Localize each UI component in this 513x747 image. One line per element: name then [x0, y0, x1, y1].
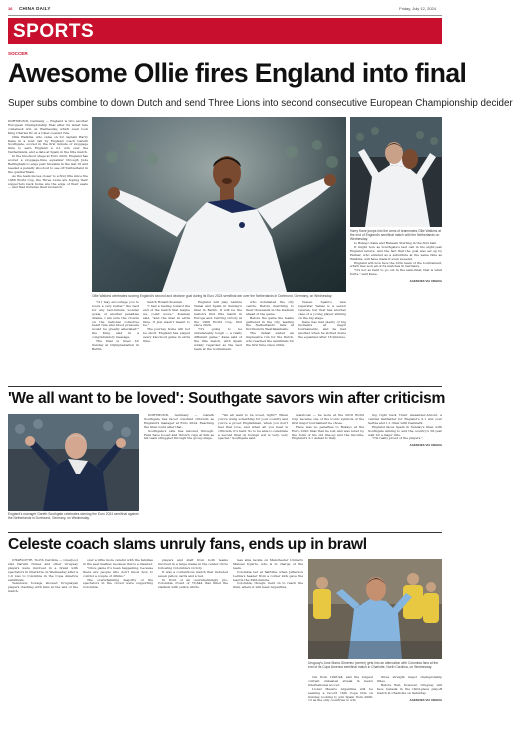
- section-banner: [8, 18, 442, 44]
- story3-column-3: players and staff from both teams involved in a large melee in the center circle following Colombia's victory. It was a contentious match that included seven yellow cards and a red. In front of an overwhelmingly pro-Colombia crowd of 70,644 that filled the stadium with yellow shirts.: [158, 558, 228, 590]
- story2-agency: AGENCIES VIA XINHUA: [409, 443, 442, 448]
- story2-headline: 'We all want to be loved': Southgate savors win after criticism: [8, 390, 446, 407]
- section-divider-2: [8, 532, 442, 533]
- kane-watkins-hug-photo: [350, 117, 442, 227]
- photo4-caption: Uruguay's Jose Maria Gimenez (center) gets into an altercation with Colombia fans at the end of its Copa America semifinal match in Charlotte, North Carolina, on Wednesday.: [308, 661, 439, 669]
- story1-column-2: "If I may encourage you to score a very better," the best for any last-minute wonder goals, or another penalties drama, I am sure the crowns on the national collective heart rate and blood pressure would be greatly alleviated!" the King said in a congratulatory message. The final is fixed for Sunday at Olympiastadion in Berlin.: [92, 300, 139, 351]
- story3-headline: Celeste coach slams unruly fans, ends up in brawl: [8, 536, 367, 553]
- story1-agency: AGENCIES VIA XINHUA: [409, 279, 442, 284]
- story3-agency: AGENCIES VIA XINHUA: [409, 697, 442, 702]
- story2-column-3: waistcoat — he wore at the 2018 World Cup became one of the iconic symbols of the first major tournament he chose. Here was no penalties to Bukayo at the Euro 2020 final that he lost and was lured by the form of his old line-up and the favorite, England's 2-1 defeat to Italy.: [292, 413, 364, 441]
- photo2-caption: Harry Kane jumps into the arms of teammates Ollie Watkins at the end of England's semifinal match with the Netherlands on Wednesday.: [350, 229, 441, 241]
- story2-column-4: ing right back Trent Alexander-Arnold, a central midfielder for England's 2-1 win over Serbia and 1-1 draw with Denmark. England faces Spain in Sunday's final, with Southgate aiming to end the country's 58-year wait for a major title. "I'm really proud of the players." AGENCIES VIA XINHUA: [368, 413, 442, 448]
- masthead: [8, 4, 442, 16]
- story2-column-2: "We all want to be loved, right?" When you're doing something for your country and you're a proud Englishman, when you don't feel that love, and when all you hear is criticism, it's hard. So to be able to celebrate a second final on foreign soil is very, very special," Southgate said.: [218, 413, 288, 441]
- story1-column-3: match Ronald Koeman. "I had a feeling toward the end of the match that maybe we could score," Koeman said, "and the man in extra time. It just wasn't meant to be." The journey home will not be short. England has played every knockout game in extra time.: [143, 300, 190, 344]
- story3-column-4: less able tackle on Manchester United's Manuel Ugarte, who is in charge of the team. Colombia led at halftime when Jefferson Lerma's header from a corner kick gave the lead in the 39th minute. Colombia, though, held on to reach the final, where it will meet Argentina.: [233, 558, 303, 590]
- story3-column-1: CHARLOTTE, North Carolina — Liverpool star Darwin Nunez and other Uruguay players were involved in a brawl with spectators in Charlotte on Wednesday after a 1-0 loss to Colombia in the Copa America semifinals. Television footage showed Uruguayan players clashing with fans at the end of the match.: [8, 558, 79, 594]
- story1-column-7: to Bukayo Saka and Raheem Sterling in the first half. It might now as Southgate's last call in his eight-year England tenure. And the fact that the goal was set up by Palmer, who entered as a substitute at the same time as Watkins, will have made it even sweeter. England will now face the form team of the tournament, which has won all of its matches in Germany. "It's not as hard to go out in the semi-final; that is what hurts," said Kane. AGENCIES VIA XINHUA: [350, 241, 442, 284]
- main-standfirst: Super subs combine to down Dutch and send Three Lions into second consecutive European Championship decider: [8, 98, 513, 109]
- story1-column-6: Vessel. Spain's new superstar Yamal is a senior veteran, but that has another case of a young player shining on the big stage. Kane has had plenty of big moments at major tournaments, and he had another when he slotted home the equalizer after 18 minutes.: [298, 300, 346, 340]
- issue-date: Friday, July 12, 2024: [399, 6, 436, 11]
- watkins-celebration-photo: [92, 117, 346, 292]
- dateline: DORTMUND, Germany —: [8, 119, 49, 123]
- story3-column-2: over a little more careful with the families in the seat marker, because this is a disaster. "Once game it's been happening, because there are people who don't know how to control a couple of drinks." The overwhelming majority of the spectators in the crowd were supporting Colombia.: [83, 558, 153, 590]
- photo1-caption: Ollie Watkins celebrates scoring England's second and decisive goal during its Euro 2024 semifinal win over the Netherlands in Dortmund, Germany, on Wednesday.: [92, 294, 333, 298]
- page-number-left: 16: [8, 6, 13, 11]
- photo3-caption: England's manager Gareth Southgate celebrates winning the Euro 2024 semifinal against the Netherlands in Dortmund, Germany, on Wednesday.: [8, 512, 139, 520]
- newspaper-name: CHINA DAILY: [19, 5, 51, 11]
- section-title: SPORTS: [13, 21, 95, 42]
- uruguay-brawl-photo: [308, 559, 442, 659]
- story1-column-1: DORTMUND, Germany — England is into another European Championship final after its latest late comeback win on Wednesday, which even took King Charles III on a roller-coaster ride. Ollie Watkins, who came on for captain Harry Kane in a bold call by England coach Gareth Southgate, scored in the first minute of stoppage time to earn England a 2-1 win over the Netherlands, and a date at Spain in the title match. In the knockout stage at Euro 2020, England has scored a stoppage-time equalizer through Jude Bellingham to edge past Slovakia in the last 16 and needed a penalty shootout to see off Switzerland in the quarterfinals. As the team moves closer to a first title since the 1966 World Cup, the Three Lions are hoping their supporters back home are the edge of their seats — and that includes their monarch.: [8, 119, 89, 190]
- section-divider-1: [8, 386, 442, 387]
- story1-column-4: England will play Lamine Yamal and Spain in Sunday's final in Berlin. It will be the nation's first title match in Europe and, barring victory at the 1966 World Cup, first since 2020. "It's going to be unbelievably tough — a really different game," Kane said of the title match, with Spain widely regarded as the best team at the tournament.: [194, 300, 242, 351]
- story2-column-1: DORTMUND, Germany — Gareth Southgate has faced constant criticism as England's manager at Euro 2024. Reaching the final could alter that. Southgate's side has labored through. Fans have booed and thrown cups at him as his team struggled through the group stage.: [144, 413, 214, 441]
- story3-column-5: run from 1993-94, and the longest current unbeaten streak in men's international soccer. Lionel Messi's Argentina will be seeking a record 16th Copa title on Sunday, looking to join Spain from 2008-12 as the only countries to win: [308, 675, 373, 703]
- southgate-celebration-photo: [8, 414, 139, 511]
- story-kicker: SOCCER: [8, 51, 28, 56]
- story1-column-5: who dominated the city centre. Before marching to their thousands in the stadium ahead of the game. Before the game the teams gathered in the city, leading the Netherlands' fans at Dortmund's Westfalenhalle. The defeat ended an impressive run for the Dutch, who reached the semifinals for the first time since 2004.: [246, 300, 294, 347]
- story3-column-6: three straight major championship titles. Before that, however, Uruguay will face Canada in the third-place playoff match in Charlotte on Saturday. AGENCIES VIA XINHUA: [377, 675, 442, 702]
- main-headline: Awesome Ollie fires England into final: [8, 58, 467, 88]
